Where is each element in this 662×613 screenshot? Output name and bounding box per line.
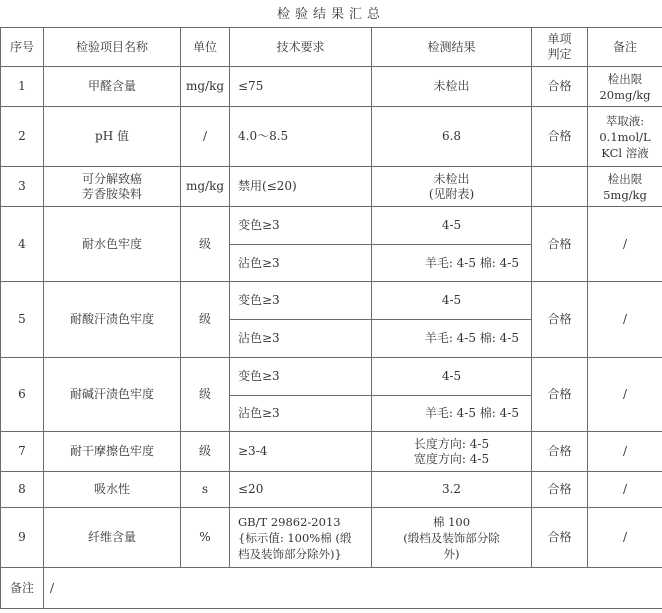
row-no: 6	[1, 358, 44, 432]
col-header-requirement: 技术要求	[230, 28, 372, 67]
row-remark: 检出限 20mg/kg	[588, 67, 662, 107]
row-item: 纤维含量	[44, 508, 181, 568]
row-result: 长度方向: 4-5 宽度方向: 4-5	[372, 432, 532, 472]
row-item: 吸水性	[44, 472, 181, 508]
row-result: 未检出	[372, 67, 532, 107]
row-verdict: 合格	[532, 282, 588, 358]
table-row	[1, 167, 662, 207]
row-result: 羊毛: 4-5 棉: 4-5	[372, 245, 532, 282]
col-header-verdict: 单项 判定	[532, 28, 588, 67]
row-unit: /	[181, 107, 230, 167]
table-row	[1, 207, 662, 245]
row-item: 可分解致癌 芳香胺染料	[44, 167, 181, 207]
table-row	[1, 358, 662, 396]
row-result: 羊毛: 4-5 棉: 4-5	[372, 396, 532, 432]
table-title: 检验结果汇总	[276, 7, 385, 22]
row-remark: /	[588, 282, 662, 358]
row-remark: /	[588, 432, 662, 472]
row-requirement: 变色≥3	[230, 207, 372, 245]
row-verdict	[532, 167, 588, 207]
row-no: 5	[1, 282, 44, 358]
header-row	[1, 28, 662, 67]
row-remark: 萃取液: 0.1mol/L KCl 溶液	[588, 107, 662, 167]
table-row	[1, 282, 662, 320]
row-requirement: 沾色≥3	[230, 320, 372, 358]
col-header-remark: 备注	[588, 28, 662, 67]
row-result: 羊毛: 4-5 棉: 4-5	[372, 320, 532, 358]
row-verdict: 合格	[532, 432, 588, 472]
row-result: 未检出 (见附表)	[372, 167, 532, 207]
row-remark: /	[588, 508, 662, 568]
row-verdict: 合格	[532, 207, 588, 282]
row-item: 甲醛含量	[44, 67, 181, 107]
row-item: 耐碱汗渍色牢度	[44, 358, 181, 432]
row-unit: mg/kg	[181, 167, 230, 207]
row-verdict: 合格	[532, 358, 588, 432]
table-row	[1, 107, 662, 167]
row-result: 4-5	[372, 282, 532, 320]
col-header-no: 序号	[1, 28, 44, 67]
row-result: 4-5	[372, 207, 532, 245]
footer-remark-label: 备注	[1, 568, 44, 609]
row-item: 耐水色牢度	[44, 207, 181, 282]
row-verdict: 合格	[532, 107, 588, 167]
footer-remark-value: /	[44, 568, 662, 609]
row-unit: s	[181, 472, 230, 508]
row-no: 3	[1, 167, 44, 207]
row-verdict: 合格	[532, 508, 588, 568]
row-unit: 级	[181, 207, 230, 282]
row-no: 1	[1, 67, 44, 107]
results-summary-table	[0, 27, 662, 609]
row-requirement: 沾色≥3	[230, 396, 372, 432]
row-requirement: GB/T 29862-2013 {标示值: 100%棉 (缎 档及装饰部分除外)}	[230, 508, 372, 568]
row-verdict: 合格	[532, 67, 588, 107]
row-requirement: ≥3-4	[230, 432, 372, 472]
table-row	[1, 67, 662, 107]
row-result: 棉 100 (缎档及装饰部分除 外)	[372, 508, 532, 568]
row-remark: /	[588, 358, 662, 432]
row-no: 2	[1, 107, 44, 167]
footer-remark-row	[1, 568, 662, 609]
row-requirement: 变色≥3	[230, 282, 372, 320]
row-item: 耐酸汗渍色牢度	[44, 282, 181, 358]
row-item: 耐干摩擦色牢度	[44, 432, 181, 472]
row-remark: 检出限 5mg/kg	[588, 167, 662, 207]
row-result: 6.8	[372, 107, 532, 167]
col-header-unit: 单位	[181, 28, 230, 67]
row-unit: 级	[181, 282, 230, 358]
table-row	[1, 472, 662, 508]
row-requirement: 4.0～8.5	[230, 107, 372, 167]
row-unit: 级	[181, 432, 230, 472]
row-verdict: 合格	[532, 472, 588, 508]
table-row	[1, 432, 662, 472]
table-row	[1, 508, 662, 568]
row-requirement: 禁用(≤20)	[230, 167, 372, 207]
row-requirement: 沾色≥3	[230, 245, 372, 282]
row-requirement: ≤20	[230, 472, 372, 508]
row-no: 8	[1, 472, 44, 508]
row-result: 3.2	[372, 472, 532, 508]
col-header-result: 检测结果	[372, 28, 532, 67]
col-header-item: 检验项目名称	[44, 28, 181, 67]
row-remark: /	[588, 472, 662, 508]
row-unit: mg/kg	[181, 67, 230, 107]
row-no: 9	[1, 508, 44, 568]
row-requirement: ≤75	[230, 67, 372, 107]
row-requirement: 变色≥3	[230, 358, 372, 396]
row-result: 4-5	[372, 358, 532, 396]
row-no: 7	[1, 432, 44, 472]
row-no: 4	[1, 207, 44, 282]
row-item: pH 值	[44, 107, 181, 167]
row-unit: %	[181, 508, 230, 568]
row-unit: 级	[181, 358, 230, 432]
row-remark: /	[588, 207, 662, 282]
